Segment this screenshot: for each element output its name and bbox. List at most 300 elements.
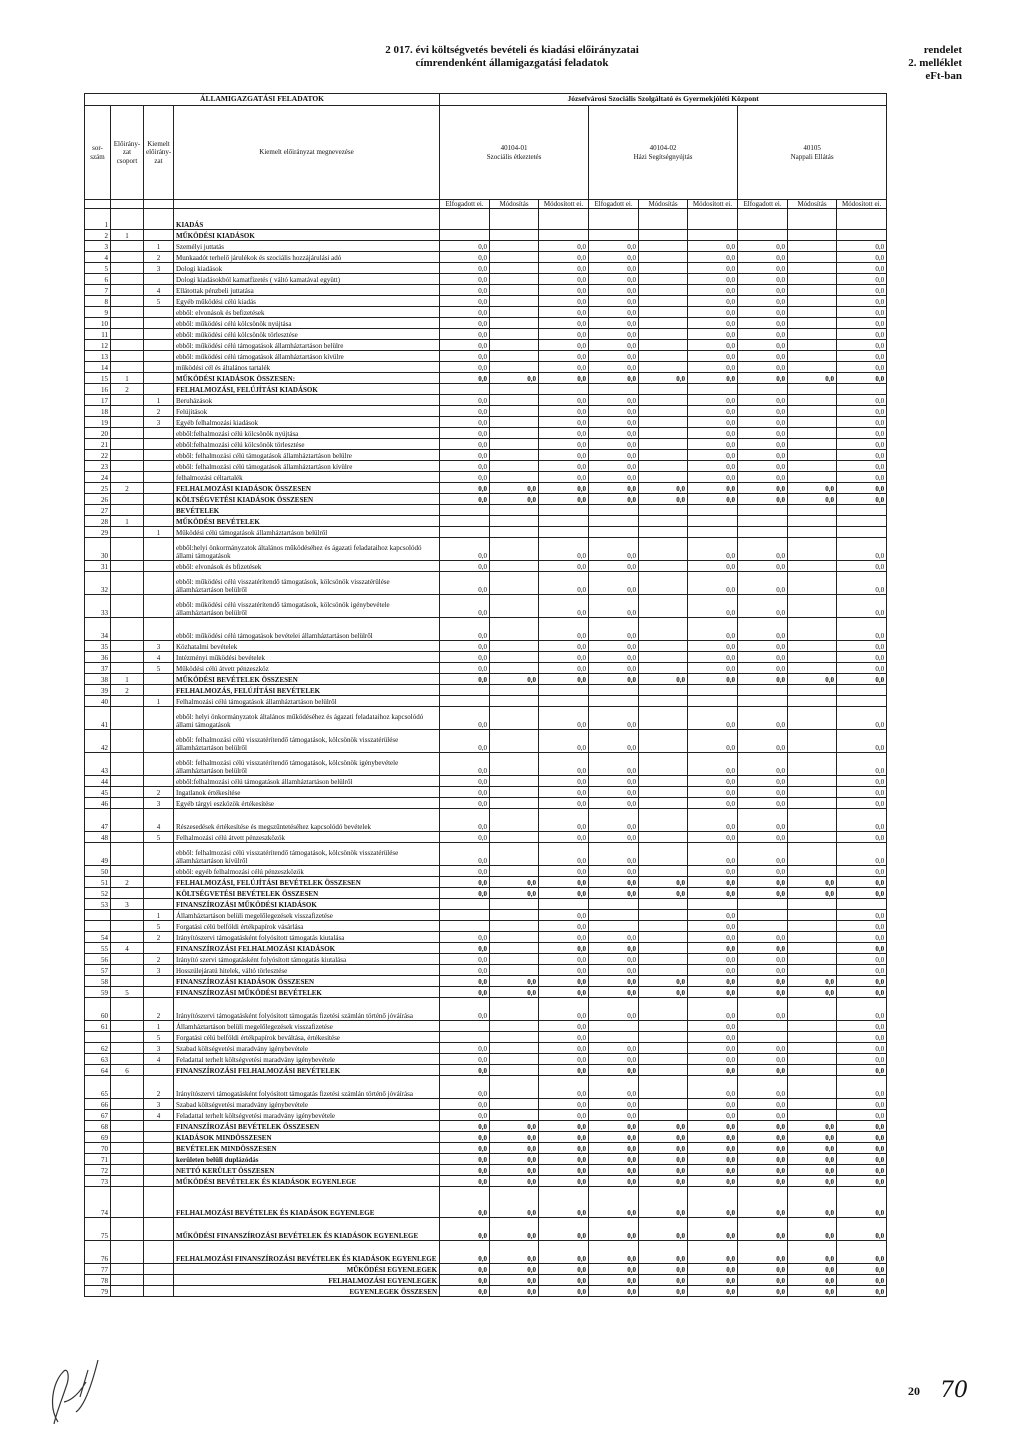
- value-cell: 0,0: [589, 494, 639, 505]
- row-label: ebből: működési célú támogatások államháztartáson kívülre: [174, 351, 440, 362]
- value-cell: 0,0: [688, 307, 738, 318]
- value-cell: 0,0: [639, 1176, 688, 1187]
- value-cell: 0,0: [589, 674, 639, 685]
- value-cell: 0,0: [837, 296, 887, 307]
- row-label: Felhalmozási célú támogatások államháztartáson belülről: [174, 696, 440, 707]
- value-cell: 0,0: [490, 1218, 539, 1241]
- value-cell: 0,0: [589, 263, 639, 274]
- row-number: 54: [85, 932, 111, 943]
- value-cell: 0,0: [539, 753, 589, 776]
- value-cell: 0,0: [688, 318, 738, 329]
- row-number: 32: [85, 572, 111, 595]
- row-number: 38: [85, 674, 111, 685]
- table-row: [85, 1218, 887, 1241]
- subgroup-code: [144, 987, 174, 998]
- value-cell: [639, 685, 688, 696]
- row-label: Felhalmozási célú átvett pénzeszközök: [174, 832, 440, 843]
- value-cell: 0,0: [837, 472, 887, 483]
- value-cell: [639, 899, 688, 910]
- table-row: [85, 241, 887, 252]
- value-cell: 0,0: [589, 538, 639, 561]
- group-code: [111, 776, 144, 787]
- value-cell: 0,0: [440, 1241, 490, 1264]
- value-cell: [490, 730, 539, 753]
- value-cell: [639, 809, 688, 832]
- row-label: Egyéb működési célú kiadás: [174, 296, 440, 307]
- value-cell: [490, 1110, 539, 1121]
- value-cell: 0,0: [639, 1165, 688, 1176]
- subgroup-code: [144, 595, 174, 618]
- value-cell: 0,0: [837, 618, 887, 641]
- value-cell: 0,0: [440, 730, 490, 753]
- value-cell: [738, 921, 788, 932]
- value-cell: 0,0: [440, 538, 490, 561]
- table-row: [85, 1021, 887, 1032]
- row-label: FELHALMOZÁSI, FELÚJÍTÁSI BEVÉTELEK ÖSSZESEN: [174, 877, 440, 888]
- value-cell: [490, 943, 539, 954]
- value-cell: 0,0: [440, 798, 490, 809]
- group-code: [111, 572, 144, 595]
- value-cell: 0,0: [490, 1121, 539, 1132]
- row-number: 56: [85, 954, 111, 965]
- value-cell: [788, 809, 837, 832]
- table-row: [85, 976, 887, 987]
- value-cell: 0,0: [688, 932, 738, 943]
- value-cell: [539, 899, 589, 910]
- subgroup-code: 3: [144, 641, 174, 652]
- group-code: [111, 362, 144, 373]
- group-code: [111, 1043, 144, 1054]
- value-cell: 0,0: [440, 932, 490, 943]
- value-cell: [788, 899, 837, 910]
- value-cell: 0,0: [440, 285, 490, 296]
- table-row: [85, 1275, 887, 1286]
- value-cell: 0,0: [837, 987, 887, 998]
- group-code: [111, 1241, 144, 1264]
- value-cell: 0,0: [688, 641, 738, 652]
- value-cell: [639, 1076, 688, 1099]
- value-cell: 0,0: [688, 674, 738, 685]
- value-cell: 0,0: [837, 641, 887, 652]
- value-cell: [738, 230, 788, 241]
- value-cell: 0,0: [788, 1176, 837, 1187]
- value-cell: [539, 685, 589, 696]
- row-label: Egyéb felhalmozási kiadások: [174, 417, 440, 428]
- row-number: 59: [85, 987, 111, 998]
- row-label: ebből: működési célú visszatérítendő támogatások, kölcsönök visszatérülése államháztartáson belülről: [174, 572, 440, 595]
- value-cell: 0,0: [837, 776, 887, 787]
- value-cell: 0,0: [490, 1154, 539, 1165]
- row-number: 66: [85, 1099, 111, 1110]
- value-cell: 0,0: [440, 329, 490, 340]
- value-cell: 0,0: [688, 595, 738, 618]
- value-cell: 0,0: [440, 1187, 490, 1218]
- table-row: [85, 1176, 887, 1187]
- value-cell: 0,0: [639, 877, 688, 888]
- value-cell: 0,0: [440, 439, 490, 450]
- group-code: [111, 1076, 144, 1099]
- value-cell: 0,0: [738, 428, 788, 439]
- value-cell: 0,0: [539, 910, 589, 921]
- value-cell: [788, 921, 837, 932]
- row-number: 12: [85, 340, 111, 351]
- value-cell: [490, 538, 539, 561]
- value-cell: 0,0: [440, 1143, 490, 1154]
- value-cell: 0,0: [837, 538, 887, 561]
- table-row: [85, 1065, 887, 1076]
- table-row: [85, 866, 887, 877]
- value-cell: 0,0: [539, 877, 589, 888]
- value-cell: [788, 998, 837, 1021]
- value-cell: 0,0: [539, 1176, 589, 1187]
- subgroup-code: 5: [144, 296, 174, 307]
- value-cell: 0,0: [738, 832, 788, 843]
- row-number: 7: [85, 285, 111, 296]
- subheader-modositas: Módosítás: [490, 200, 539, 209]
- value-cell: 0,0: [688, 1021, 738, 1032]
- value-cell: 0,0: [639, 1187, 688, 1218]
- value-cell: [639, 263, 688, 274]
- row-number: 58: [85, 976, 111, 987]
- subgroup-code: [144, 538, 174, 561]
- value-cell: 0,0: [788, 1187, 837, 1218]
- value-cell: [490, 572, 539, 595]
- value-cell: [490, 685, 539, 696]
- row-number: 33: [85, 595, 111, 618]
- row-label: MŰKÖDÉSI FINANSZÍROZÁSI BEVÉTELEK ÉS KIADÁSOK EGYENLEGE: [174, 1218, 440, 1241]
- value-cell: 0,0: [440, 461, 490, 472]
- group-code-1: 40104-01: [500, 144, 528, 153]
- subgroup-code: [144, 866, 174, 877]
- value-cell: 0,0: [440, 652, 490, 663]
- value-cell: [639, 527, 688, 538]
- value-cell: [490, 1043, 539, 1054]
- value-cell: [788, 1043, 837, 1054]
- value-cell: [440, 384, 490, 395]
- group-code: [111, 663, 144, 674]
- row-number: 11: [85, 329, 111, 340]
- value-cell: 0,0: [688, 730, 738, 753]
- value-cell: 0,0: [440, 1076, 490, 1099]
- value-cell: 0,0: [539, 483, 589, 494]
- subgroup-code: 3: [144, 798, 174, 809]
- value-cell: 0,0: [589, 406, 639, 417]
- row-number: 4: [85, 252, 111, 263]
- value-cell: [490, 1065, 539, 1076]
- value-cell: [788, 685, 837, 696]
- group-code: [111, 1218, 144, 1241]
- value-cell: 0,0: [688, 1165, 738, 1176]
- value-cell: 0,0: [440, 1154, 490, 1165]
- row-label: Forgatási célú belföldi értékpapírok beváltása, értékesítése: [174, 1032, 440, 1043]
- value-cell: 0,0: [837, 921, 887, 932]
- value-cell: 0,0: [589, 641, 639, 652]
- value-cell: 0,0: [539, 373, 589, 384]
- table-row: [85, 707, 887, 730]
- value-cell: 0,0: [589, 943, 639, 954]
- value-cell: 0,0: [589, 1264, 639, 1275]
- value-cell: 0,0: [688, 809, 738, 832]
- value-cell: 0,0: [738, 307, 788, 318]
- row-label: FINANSZÍROZÁSI KIADÁSOK ÖSSZESEN: [174, 976, 440, 987]
- row-label: Munkaadót terhelő járulékok és szociális hozzájárulási adó: [174, 252, 440, 263]
- subgroup-code: 4: [144, 1054, 174, 1065]
- value-cell: [639, 730, 688, 753]
- value-cell: 0,0: [688, 954, 738, 965]
- table-row: [85, 809, 887, 832]
- value-cell: 0,0: [440, 472, 490, 483]
- value-cell: 0,0: [589, 1043, 639, 1054]
- value-cell: 0,0: [688, 329, 738, 340]
- value-cell: 0,0: [688, 373, 738, 384]
- value-cell: 0,0: [837, 307, 887, 318]
- value-cell: [490, 798, 539, 809]
- table-row: [85, 1054, 887, 1065]
- value-cell: [490, 241, 539, 252]
- subgroup-code: [144, 753, 174, 776]
- row-number: 41: [85, 707, 111, 730]
- value-cell: 0,0: [688, 1275, 738, 1286]
- value-cell: [639, 954, 688, 965]
- value-cell: 0,0: [440, 1264, 490, 1275]
- table-row: [85, 652, 887, 663]
- group-code: [111, 1121, 144, 1132]
- value-cell: 0,0: [589, 362, 639, 373]
- value-cell: 0,0: [539, 1143, 589, 1154]
- value-cell: [788, 274, 837, 285]
- value-cell: 0,0: [589, 417, 639, 428]
- subgroup-code: [144, 888, 174, 899]
- value-cell: 0,0: [738, 395, 788, 406]
- value-cell: 0,0: [738, 753, 788, 776]
- value-cell: [440, 505, 490, 516]
- subheader-elfogadott: Elfogadott ei.: [589, 200, 639, 209]
- value-cell: [490, 274, 539, 285]
- group-code: [111, 351, 144, 362]
- row-label: MŰKÖDÉSI BEVÉTELEK ÖSSZESEN: [174, 674, 440, 685]
- row-label: BEVÉTELEK: [174, 505, 440, 516]
- table-row: [85, 1043, 887, 1054]
- value-cell: 0,0: [837, 1165, 887, 1176]
- value-cell: [639, 843, 688, 866]
- row-number: 51: [85, 877, 111, 888]
- table-row: [85, 776, 887, 787]
- table-row: [85, 318, 887, 329]
- value-cell: 0,0: [738, 1110, 788, 1121]
- row-number: 42: [85, 730, 111, 753]
- subgroup-code: [144, 1286, 174, 1297]
- value-cell: [639, 252, 688, 263]
- table-row: [85, 1241, 887, 1264]
- value-cell: 0,0: [688, 753, 738, 776]
- table-row: [85, 450, 887, 461]
- table-row: [85, 406, 887, 417]
- value-cell: 0,0: [490, 483, 539, 494]
- value-cell: 0,0: [738, 976, 788, 987]
- subgroup-code: [144, 843, 174, 866]
- value-cell: [639, 618, 688, 641]
- value-cell: 0,0: [589, 1065, 639, 1076]
- value-cell: 0,0: [490, 888, 539, 899]
- value-cell: 0,0: [738, 1043, 788, 1054]
- value-cell: 0,0: [837, 373, 887, 384]
- row-number: 25: [85, 483, 111, 494]
- value-cell: 0,0: [440, 483, 490, 494]
- row-label: ebből: működési célú támogatások bevételei államháztartáson belülről: [174, 618, 440, 641]
- group-code: 1: [111, 516, 144, 527]
- table-row: [85, 230, 887, 241]
- value-cell: [490, 296, 539, 307]
- value-cell: [788, 707, 837, 730]
- value-cell: [837, 505, 887, 516]
- subgroup-code: [144, 1241, 174, 1264]
- row-number: 19: [85, 417, 111, 428]
- value-cell: [539, 527, 589, 538]
- value-cell: 0,0: [589, 472, 639, 483]
- value-cell: 0,0: [738, 787, 788, 798]
- value-cell: 0,0: [688, 494, 738, 505]
- value-cell: 0,0: [589, 798, 639, 809]
- table-row: [85, 472, 887, 483]
- value-cell: 0,0: [837, 910, 887, 921]
- value-cell: 0,0: [539, 866, 589, 877]
- table-row: [85, 516, 887, 527]
- subheader-row: [85, 200, 887, 209]
- subgroup-code: [144, 450, 174, 461]
- value-cell: [639, 1065, 688, 1076]
- group-code: 2: [111, 877, 144, 888]
- value-cell: 0,0: [539, 1218, 589, 1241]
- value-cell: 0,0: [539, 1099, 589, 1110]
- value-cell: 0,0: [440, 641, 490, 652]
- value-cell: [788, 753, 837, 776]
- subgroup-code: 4: [144, 809, 174, 832]
- value-cell: [738, 910, 788, 921]
- value-cell: 0,0: [539, 932, 589, 943]
- value-cell: 0,0: [688, 406, 738, 417]
- value-cell: 0,0: [738, 461, 788, 472]
- value-cell: 0,0: [490, 987, 539, 998]
- value-cell: 0,0: [639, 483, 688, 494]
- group-code: [111, 753, 144, 776]
- value-cell: [490, 932, 539, 943]
- group-code: [111, 395, 144, 406]
- value-cell: [788, 241, 837, 252]
- table-row: [85, 362, 887, 373]
- row-label: FINANSZÍROZÁSI FELHALMOZÁSI KIADÁSOK: [174, 943, 440, 954]
- value-cell: 0,0: [788, 1264, 837, 1275]
- value-cell: 0,0: [788, 888, 837, 899]
- value-cell: 0,0: [788, 1286, 837, 1297]
- row-label: Szabad költségvetési maradvány igénybevétele: [174, 1099, 440, 1110]
- value-cell: [639, 965, 688, 976]
- value-cell: [639, 461, 688, 472]
- value-cell: [788, 351, 837, 362]
- value-cell: 0,0: [639, 888, 688, 899]
- document-title: [0, 44, 1024, 70]
- subgroup-code: [144, 674, 174, 685]
- value-cell: [837, 696, 887, 707]
- value-cell: 0,0: [589, 1176, 639, 1187]
- value-cell: [589, 505, 639, 516]
- subgroup-code: [144, 618, 174, 641]
- table-row: [85, 274, 887, 285]
- row-label: ebből: működési célú kölcsönök nyújtása: [174, 318, 440, 329]
- row-label: működési cél és általános tartalék: [174, 362, 440, 373]
- value-cell: [639, 652, 688, 663]
- row-label: Személyi juttatás: [174, 241, 440, 252]
- subgroup-code: [144, 1132, 174, 1143]
- table-row: [85, 395, 887, 406]
- value-cell: [788, 362, 837, 373]
- value-cell: 0,0: [688, 395, 738, 406]
- value-cell: 0,0: [589, 461, 639, 472]
- subgroup-code: [144, 307, 174, 318]
- group-code: [111, 538, 144, 561]
- value-cell: 0,0: [688, 910, 738, 921]
- value-cell: [490, 652, 539, 663]
- table-row: [85, 674, 887, 685]
- value-cell: 0,0: [539, 730, 589, 753]
- subgroup-code: 2: [144, 998, 174, 1021]
- value-cell: [639, 561, 688, 572]
- row-label: ebből:felhalmozási célú kölcsönök nyújtása: [174, 428, 440, 439]
- row-number: 34: [85, 618, 111, 641]
- value-cell: 0,0: [539, 965, 589, 976]
- value-cell: [490, 663, 539, 674]
- value-cell: [440, 527, 490, 538]
- title-line-2: címrendenként államigazgatási feladatok: [415, 57, 609, 69]
- group-code: [111, 1143, 144, 1154]
- table-row: [85, 595, 887, 618]
- value-cell: 0,0: [440, 572, 490, 595]
- value-cell: 0,0: [837, 663, 887, 674]
- value-cell: 0,0: [738, 809, 788, 832]
- value-cell: [639, 776, 688, 787]
- value-cell: 0,0: [539, 954, 589, 965]
- value-cell: 0,0: [738, 538, 788, 561]
- table-row: [85, 832, 887, 843]
- row-label: Működési célú támogatások államháztartáson belülről: [174, 527, 440, 538]
- value-cell: [788, 329, 837, 340]
- value-cell: 0,0: [688, 877, 738, 888]
- value-cell: 0,0: [490, 976, 539, 987]
- value-cell: [639, 450, 688, 461]
- value-cell: [639, 641, 688, 652]
- value-cell: 0,0: [837, 1286, 887, 1297]
- value-cell: 0,0: [837, 1241, 887, 1264]
- value-cell: [490, 395, 539, 406]
- value-cell: 0,0: [837, 494, 887, 505]
- value-cell: 0,0: [788, 1275, 837, 1286]
- subgroup-code: 2: [144, 787, 174, 798]
- group-code: [111, 406, 144, 417]
- subgroup-code: [144, 274, 174, 285]
- row-number: 68: [85, 1121, 111, 1132]
- value-cell: [490, 809, 539, 832]
- value-cell: 0,0: [440, 241, 490, 252]
- subgroup-code: 3: [144, 1099, 174, 1110]
- value-cell: [490, 1099, 539, 1110]
- value-cell: [639, 417, 688, 428]
- row-number: [85, 921, 111, 932]
- value-cell: [788, 696, 837, 707]
- row-label: ebből: elvonások és befizetések: [174, 307, 440, 318]
- value-cell: 0,0: [738, 641, 788, 652]
- row-label: MŰKÖDÉSI EGYENLEGEK: [174, 1264, 440, 1275]
- value-cell: [639, 351, 688, 362]
- value-cell: [788, 230, 837, 241]
